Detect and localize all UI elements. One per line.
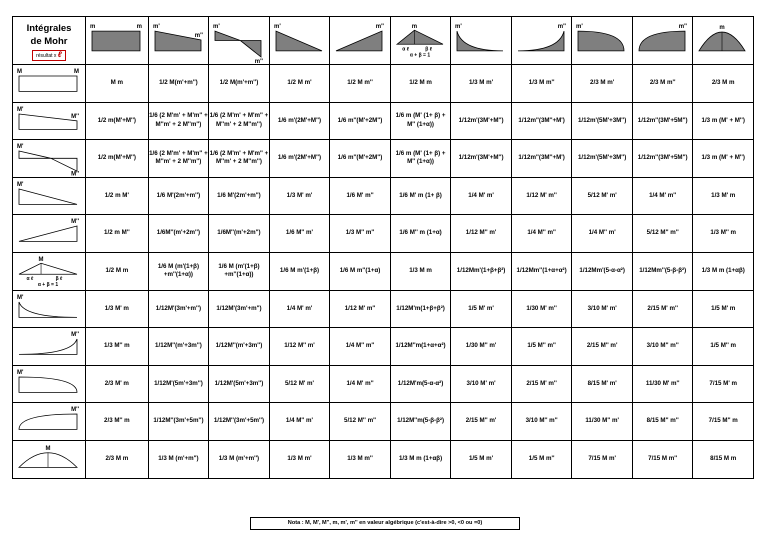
formula-cell: 1/12M''(m'+3m'') bbox=[209, 328, 270, 366]
formula-cell: 1/12M'm(1+β+β²) bbox=[390, 290, 451, 328]
formula-cell: 1/6 M m''(1+α) bbox=[330, 252, 391, 290]
header-diagram-tri-peak bbox=[390, 17, 451, 65]
label-right: m'' bbox=[376, 24, 385, 31]
formula-cell: 2/3 M'' m bbox=[86, 403, 149, 441]
formula-cell: 1/12Mm'(5-α-α²) bbox=[572, 252, 633, 290]
table-row bbox=[13, 65, 754, 103]
para-concave-inc-diagram-shape bbox=[518, 31, 564, 51]
formula-cell: 7/15 M m'' bbox=[632, 440, 693, 478]
formula-cell: 1/4 M'' m'' bbox=[330, 328, 391, 366]
para-concave-inc-diagram bbox=[512, 17, 570, 64]
formula-cell: 1/6 m (M' (1+ β) + M'' (1+α)) bbox=[390, 102, 451, 140]
antitrap-diagram-shape bbox=[215, 31, 261, 57]
para-convex-inc-diagram-shape bbox=[639, 31, 685, 51]
formula-cell: 2/15 M'' m' bbox=[451, 403, 512, 441]
label-right: m'' bbox=[194, 32, 203, 39]
label-apex: M bbox=[45, 445, 51, 452]
formula-cell: 1/4 M' m'' bbox=[330, 365, 391, 403]
formula-cell: 1/12m''(3M''+M') bbox=[511, 102, 572, 140]
table-row bbox=[13, 102, 754, 140]
header-row bbox=[13, 17, 754, 65]
label-right: M bbox=[74, 68, 79, 75]
formula-cell: 1/12 M' m'' bbox=[330, 290, 391, 328]
tri-dec-diagram-shape bbox=[276, 31, 322, 51]
formula-cell: 2/3 M m'' bbox=[632, 65, 693, 103]
legend-ell: ℓ bbox=[57, 49, 62, 59]
formula-cell: 8/15 M'' m'' bbox=[632, 403, 693, 441]
formula-cell: 1/12m''(3M''+M') bbox=[511, 140, 572, 178]
formula-cell: 2/3 M m' bbox=[572, 65, 633, 103]
tri-inc-diagram bbox=[330, 17, 388, 64]
table-row bbox=[13, 140, 754, 178]
formula-cell: 1/6M''(m'+2m'') bbox=[148, 215, 209, 253]
formula-cell: 1/6 M' m'' bbox=[330, 177, 391, 215]
formula-cell: 1/6 m''(M'+2M'') bbox=[330, 102, 391, 140]
result-legend bbox=[32, 50, 66, 61]
header-diagram-tri-dec bbox=[269, 17, 330, 65]
formula-cell: 1/12Mm''(1+α+α²) bbox=[511, 252, 572, 290]
formula-cell: 1/12 M'' m' bbox=[451, 215, 512, 253]
label-peak: M bbox=[38, 257, 44, 264]
table-row bbox=[13, 328, 754, 366]
formula-cell: 3/10 M'' m'' bbox=[632, 328, 693, 366]
formula-cell: 1/12M'(3m'+m'') bbox=[148, 290, 209, 328]
formula-cell: 1/6 M (m'(1+β) +m''(1+α)) bbox=[209, 252, 270, 290]
tri-dec-diagram-shape bbox=[19, 189, 77, 204]
formula-cell: 2/15 M' m'' bbox=[511, 365, 572, 403]
label-right: M'' bbox=[71, 219, 79, 226]
formula-cell: 1/3 m (M' + M'') bbox=[693, 102, 754, 140]
legend-text: résultat x bbox=[36, 52, 57, 59]
label-left: M' bbox=[17, 106, 24, 113]
formula-cell: 1/6 (2 M'm' + M'm'' + M''m' + 2 M''m'') bbox=[209, 102, 270, 140]
table-row bbox=[13, 252, 754, 290]
label-left: m bbox=[90, 24, 96, 31]
row-diagram-trap bbox=[13, 102, 86, 140]
formula-cell: 1/6M''(m'+2m'') bbox=[209, 215, 270, 253]
label-sum: α + β = 1 bbox=[409, 52, 430, 59]
formula-cell: 1/3 M' m bbox=[86, 290, 149, 328]
formula-cell: 1/3 M m bbox=[390, 252, 451, 290]
formula-cell: 7/15 M'' m bbox=[693, 403, 754, 441]
formula-cell: 1/12m'(3M'+M'') bbox=[451, 102, 512, 140]
para-concave-dec-diagram bbox=[451, 17, 509, 64]
formula-cell: 1/3 M m (1+αβ) bbox=[693, 252, 754, 290]
label-left: M' bbox=[17, 181, 24, 188]
formula-cell: 2/3 M m bbox=[693, 65, 754, 103]
label-left: m' bbox=[152, 24, 160, 31]
formula-cell: 1/4 M' m'' bbox=[632, 177, 693, 215]
formula-cell: 1/12M'(5m'+3m'') bbox=[148, 365, 209, 403]
formula-cell: 1/2 M(m'+m'') bbox=[148, 65, 209, 103]
formula-cell: 1/12M'm(5-α-α²) bbox=[390, 365, 451, 403]
formula-cell: 1/4 M'' m' bbox=[269, 403, 330, 441]
formula-cell: M m bbox=[86, 65, 149, 103]
header-diagram-para-concave-dec bbox=[451, 17, 512, 65]
formula-cell: 1/6 m'(2M'+M'') bbox=[269, 102, 330, 140]
label-right: m bbox=[136, 24, 143, 31]
table-row bbox=[13, 290, 754, 328]
formula-cell: 1/30 M' m'' bbox=[511, 290, 572, 328]
rect-diagram-shape bbox=[92, 31, 140, 51]
formula-cell: 1/12M''(m'+3m'') bbox=[148, 328, 209, 366]
formula-cell: 1/12m''(3M'+5M'') bbox=[632, 102, 693, 140]
formula-cell: 1/12M''(3m'+5m'') bbox=[209, 403, 270, 441]
formula-cell: 1/6 M'' m (1+α) bbox=[390, 215, 451, 253]
formula-cell: 1/2 m M'' bbox=[86, 215, 149, 253]
formula-cell: 1/12m'(5M'+3M'') bbox=[572, 102, 633, 140]
formula-cell: 2/3 M m bbox=[86, 440, 149, 478]
formula-cell: 1/3 M'' m bbox=[86, 328, 149, 366]
formula-cell: 5/12 M' m' bbox=[572, 177, 633, 215]
header-diagram-trap bbox=[148, 17, 209, 65]
formula-cell: 1/6 m''(M'+2M'') bbox=[330, 140, 391, 178]
para-convex-inc-diagram bbox=[13, 403, 83, 440]
formula-cell: 1/12Mm'(1+β+β²) bbox=[451, 252, 512, 290]
formula-cell: 1/2 M m bbox=[390, 65, 451, 103]
formula-cell: 1/6 (2 M'm' + M'm'' + M''m' + 2 M''m'') bbox=[209, 140, 270, 178]
formula-cell: 1/2 M(m'+m'') bbox=[209, 65, 270, 103]
header-diagram-rect bbox=[86, 17, 149, 65]
formula-cell: 1/12 M'' m' bbox=[269, 328, 330, 366]
formula-cell: 3/10 M'' m'' bbox=[511, 403, 572, 441]
rect-diagram bbox=[13, 65, 83, 102]
trap-diagram-shape bbox=[19, 114, 77, 129]
formula-cell: 3/10 M' m' bbox=[451, 365, 512, 403]
tri-dec-diagram bbox=[270, 17, 328, 64]
formula-cell: 1/6 M'(2m'+m'') bbox=[148, 177, 209, 215]
formula-cell: 1/6 M'(2m'+m'') bbox=[209, 177, 270, 215]
formula-cell: 1/3 M m' bbox=[269, 440, 330, 478]
row-diagram-para-concave-dec bbox=[13, 290, 86, 328]
table-title-line1: Intégrales bbox=[26, 22, 72, 34]
formula-cell: 1/6 M'' m' bbox=[269, 215, 330, 253]
table-row bbox=[13, 365, 754, 403]
table-title-line2: de Mohr bbox=[30, 35, 68, 47]
formula-cell: 1/3 M' m bbox=[693, 177, 754, 215]
label-right: m'' bbox=[678, 24, 687, 31]
formula-cell: 1/3 M (m'+m'') bbox=[209, 440, 270, 478]
formula-cell: 5/12 M'' m'' bbox=[330, 403, 391, 441]
tri-inc-diagram-shape bbox=[19, 226, 77, 241]
formula-cell: 1/3 M'' m'' bbox=[330, 215, 391, 253]
label-sum: α + β = 1 bbox=[37, 282, 59, 289]
label-left: M' bbox=[17, 369, 24, 376]
formula-cell: 1/2 m(M'+M'') bbox=[86, 102, 149, 140]
formula-cell: 1/3 M m (1+αβ) bbox=[390, 440, 451, 478]
row-diagram-tri-dec bbox=[13, 177, 86, 215]
antitrap-diagram-shape bbox=[19, 151, 77, 171]
tri-dec-diagram bbox=[13, 178, 83, 215]
formula-cell: 1/12m''(3M'+5M'') bbox=[632, 140, 693, 178]
formula-cell: 1/6 M (m'(1+β) +m''(1+α)) bbox=[148, 252, 209, 290]
formula-cell: 1/3 M' m' bbox=[269, 177, 330, 215]
formula-cell: 1/5 M'' m'' bbox=[511, 328, 572, 366]
formula-cell: 1/3 M m' bbox=[451, 65, 512, 103]
para-concave-dec-diagram-shape bbox=[19, 302, 77, 317]
para-concave-dec-diagram-shape bbox=[457, 31, 503, 51]
label-alpha: α ℓ bbox=[26, 276, 34, 283]
row-diagram-rect bbox=[13, 65, 86, 103]
formula-cell: 1/6 m'(2M'+M'') bbox=[269, 140, 330, 178]
formula-cell: 5/12 M'' m'' bbox=[632, 215, 693, 253]
formula-cell: 1/2 m(M'+M'') bbox=[86, 140, 149, 178]
formula-cell: 1/12M'(3m'+m'') bbox=[209, 290, 270, 328]
formula-cell: 1/6 m (M' (1+ β) + M'' (1+α)) bbox=[390, 140, 451, 178]
para-convex-inc-diagram bbox=[633, 17, 691, 64]
table-body bbox=[13, 65, 754, 479]
label-beta: β ℓ bbox=[425, 46, 432, 53]
formula-cell: 2/15 M'' m' bbox=[572, 328, 633, 366]
tri-peak-diagram-shape bbox=[397, 30, 443, 44]
para-convex-inc-diagram-shape bbox=[19, 414, 77, 429]
formula-cell: 1/6 M m'(1+β) bbox=[269, 252, 330, 290]
formula-cell: 1/2 m M' bbox=[86, 177, 149, 215]
para-convex-dec-diagram bbox=[13, 366, 83, 403]
formula-cell: 1/12m'(3M'+M'') bbox=[451, 140, 512, 178]
header-diagram-para-sym bbox=[693, 17, 754, 65]
para-concave-dec-diagram bbox=[13, 291, 83, 328]
row-diagram-para-concave-inc bbox=[13, 328, 86, 366]
formula-cell: 1/6 (2 M'm' + M'm'' + M''m' + 2 M''m'') bbox=[148, 140, 209, 178]
formula-cell: 7/15 M m' bbox=[572, 440, 633, 478]
table-row bbox=[13, 177, 754, 215]
label-beta: β ℓ bbox=[55, 276, 63, 283]
table-row bbox=[13, 215, 754, 253]
label-right: M'' bbox=[71, 113, 79, 120]
formula-cell: 1/12M''(3m'+5m'') bbox=[148, 403, 209, 441]
formula-cell: 1/5 M' m' bbox=[451, 290, 512, 328]
corner-cell bbox=[13, 17, 86, 65]
label-right: M'' bbox=[71, 332, 79, 339]
antitrap-diagram bbox=[209, 17, 267, 64]
tri-inc-diagram bbox=[13, 215, 83, 252]
table-row bbox=[13, 403, 754, 441]
para-convex-dec-diagram bbox=[572, 17, 630, 64]
header-diagram-para-concave-inc bbox=[511, 17, 572, 65]
formula-cell: 1/4 M'' m' bbox=[572, 215, 633, 253]
formula-cell: 1/2 M m bbox=[86, 252, 149, 290]
formula-cell: 1/6 (2 M'm' + M'm'' + M''m' + 2 M''m'') bbox=[148, 102, 209, 140]
rect-diagram-shape bbox=[19, 76, 77, 91]
label-right: M'' bbox=[71, 171, 79, 177]
label-left: m' bbox=[576, 24, 584, 31]
formula-cell: 1/12M''m(5-β-β²) bbox=[390, 403, 451, 441]
formula-cell: 11/30 M' m'' bbox=[632, 365, 693, 403]
formula-cell: 1/5 M m'' bbox=[511, 440, 572, 478]
row-diagram-para-convex-dec bbox=[13, 365, 86, 403]
label-left: M' bbox=[17, 144, 24, 151]
header-diagram-para-convex-dec bbox=[572, 17, 633, 65]
footnote: Nota : M, M', M'', m, m', m'' en valeur algébrique (c'est-à-dire >0, <0 ou =0) bbox=[250, 517, 520, 530]
formula-cell: 1/4 M' m' bbox=[269, 290, 330, 328]
formula-cell: 1/3 M (m'+m'') bbox=[148, 440, 209, 478]
formula-cell: 3/10 M' m' bbox=[572, 290, 633, 328]
para-concave-inc-diagram bbox=[13, 328, 83, 365]
row-diagram-para-convex-inc bbox=[13, 403, 86, 441]
label-apex: m bbox=[719, 25, 726, 32]
formula-cell: 1/30 M'' m' bbox=[451, 328, 512, 366]
formula-cell: 1/4 M'' m'' bbox=[511, 215, 572, 253]
trap-diagram bbox=[149, 17, 207, 64]
label-left: m' bbox=[213, 24, 220, 31]
row-diagram-tri-peak bbox=[13, 252, 86, 290]
formula-cell: 1/12M'(5m'+3m'') bbox=[209, 365, 270, 403]
row-diagram-tri-inc bbox=[13, 215, 86, 253]
table-row bbox=[13, 440, 754, 478]
formula-cell: 1/12m'(5M'+3M'') bbox=[572, 140, 633, 178]
header-diagram-tri-inc bbox=[330, 17, 391, 65]
formula-cell: 1/3 M m'' bbox=[511, 65, 572, 103]
formula-cell: 1/2 M m'' bbox=[330, 65, 391, 103]
label-left: m' bbox=[273, 24, 281, 31]
formula-cell: 2/3 M' m bbox=[86, 365, 149, 403]
formula-cell: 1/3 m (M' + M'') bbox=[693, 140, 754, 178]
header-diagram-antitrap bbox=[209, 17, 270, 65]
formula-cell: 11/30 M'' m' bbox=[572, 403, 633, 441]
formula-cell: 8/15 M m bbox=[693, 440, 754, 478]
tri-peak-diagram bbox=[13, 253, 83, 290]
para-convex-dec-diagram-shape bbox=[578, 31, 624, 51]
formula-cell: 5/12 M' m' bbox=[269, 365, 330, 403]
formula-cell: 8/15 M' m' bbox=[572, 365, 633, 403]
label-alpha: α ℓ bbox=[402, 46, 409, 53]
mohr-integrals-table bbox=[12, 16, 754, 479]
formula-cell: 1/12 M' m'' bbox=[511, 177, 572, 215]
tri-peak-diagram bbox=[391, 17, 449, 64]
formula-cell: 1/2 M m' bbox=[269, 65, 330, 103]
rect-diagram bbox=[86, 17, 146, 64]
para-sym-diagram bbox=[13, 441, 83, 478]
formula-cell: 2/15 M' m'' bbox=[632, 290, 693, 328]
header-diagram-para-convex-inc bbox=[632, 17, 693, 65]
label-right: m'' bbox=[557, 24, 566, 31]
label-left: M bbox=[17, 68, 22, 75]
para-sym-diagram bbox=[693, 17, 751, 64]
formula-cell: 1/3 M'' m bbox=[693, 215, 754, 253]
formula-cell: 1/12Mm''(5-β-β²) bbox=[632, 252, 693, 290]
label-peak: m bbox=[411, 24, 417, 31]
label-right: M'' bbox=[71, 407, 79, 414]
row-diagram-antitrap bbox=[13, 140, 86, 178]
formula-cell: 1/5 M m' bbox=[451, 440, 512, 478]
formula-cell: 1/5 M'' m bbox=[693, 328, 754, 366]
tri-inc-diagram-shape bbox=[336, 31, 382, 51]
trap-diagram bbox=[13, 103, 83, 140]
label-left: m' bbox=[455, 24, 463, 31]
formula-cell: 1/4 M' m' bbox=[451, 177, 512, 215]
tri-peak-diagram-shape bbox=[19, 263, 77, 274]
formula-cell: 1/3 M m'' bbox=[330, 440, 391, 478]
formula-cell: 1/5 M' m bbox=[693, 290, 754, 328]
antitrap-diagram bbox=[13, 140, 83, 177]
formula-cell: 1/6 M' m (1+ β) bbox=[390, 177, 451, 215]
row-diagram-para-sym bbox=[13, 440, 86, 478]
para-concave-inc-diagram-shape bbox=[19, 339, 77, 354]
formula-cell: 7/15 M' m bbox=[693, 365, 754, 403]
para-convex-dec-diagram-shape bbox=[19, 377, 77, 392]
label-right: m'' bbox=[254, 59, 264, 64]
label-left: M' bbox=[17, 294, 24, 301]
formula-cell: 1/12M''m(1+α+α²) bbox=[390, 328, 451, 366]
